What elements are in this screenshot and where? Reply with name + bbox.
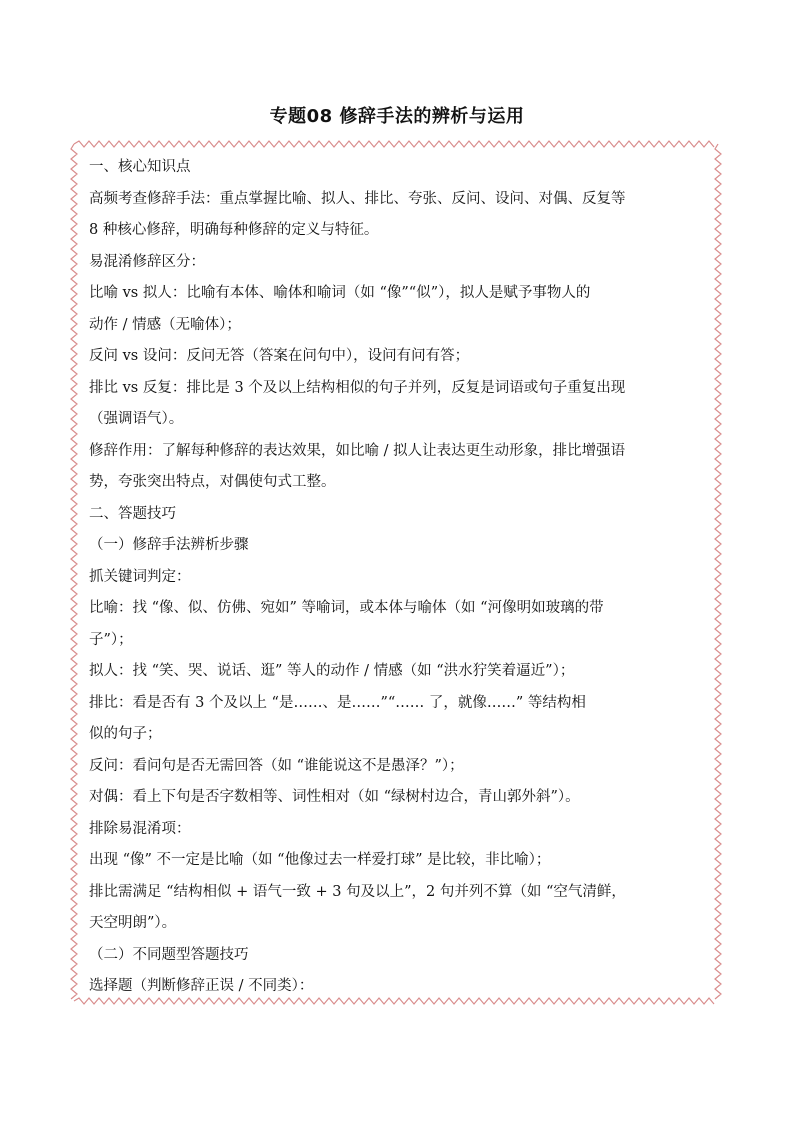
text-line: 排除易混淆项： <box>89 820 191 837</box>
text-line: 8 种核心修辞，明确每种修辞的定义与特征。 <box>89 222 379 238</box>
text-line: 高频考查修辞手法：重点掌握比喻、拟人、排比、夸张、反问、设问、对偶、反复等 <box>89 190 626 207</box>
text-line: 反问：看问句是否无需回答（如 “谁能说这不是愚泽？”）； <box>89 757 464 774</box>
text-line: 排比需满足 “结构相似 + 语气一致 + 3 句及以上”，2 句并列不算（如 “空气清鲜， <box>89 883 626 900</box>
subsection-heading: （二）不同题型答题技巧 <box>89 946 249 963</box>
text-line: 排比 vs 反复：排比是 3 个及以上结构相似的句子并列，反复是词语或句子重复出现 <box>89 379 626 396</box>
text-line: 抓关键词判定： <box>89 568 191 585</box>
text-line: 比喻 vs 拟人：比喻有本体、喻体和喻词（如 “像”“似”），拟人是赋予事物人的 <box>89 285 591 301</box>
section-heading: 二、答题技巧 <box>89 505 176 522</box>
page-title: 专题08 修辞手法的辨析与运用 <box>269 106 525 127</box>
text-line: 天空明朗”）。 <box>89 915 177 931</box>
text-line: 势，夸张突出特点，对偶使句式工整。 <box>89 474 336 490</box>
text-line: 对偶：看上下句是否字数相等、词性相对（如 “绿树村边合，青山郭外斜”）。 <box>89 789 580 805</box>
text-line: 子”）； <box>89 631 133 648</box>
text-line: 拟人：找 “笑、哭、说话、逛” 等人的动作 / 情感（如 “洪水狞笑着逼近”）； <box>89 663 575 679</box>
text-line: 选择题（判断修辞正误 / 不同类）： <box>89 978 314 994</box>
subsection-heading: （一）修辞手法辨析步骤 <box>89 537 249 553</box>
text-line: 比喻：找 “像、似、仿佛、宛如” 等喻词，或本体与喻体（如 “河像明如玻璃的带 <box>89 600 604 616</box>
text-line: 反问 vs 设问：反问无答（答案在问句中），设问有问有答； <box>89 348 470 364</box>
text-line: 动作 / 情感（无喻体）； <box>89 316 241 333</box>
text-line: 一、核心知识点 <box>89 159 191 175</box>
text-line: 修辞作用：了解每种修辞的表达效果，如比喻 / 拟人让表达更生动形象，排比增强语 <box>89 442 626 459</box>
document-body <box>89 152 703 1003</box>
text-line: 排比：看是否有 3 个及以上 “是……、是……”“…… 了，就像……” 等结构相 <box>89 694 586 711</box>
text-line: 似的句子； <box>89 726 162 742</box>
text-line: （强调语气）。 <box>89 411 184 427</box>
text-line: 易混淆修辞区分： <box>89 253 205 270</box>
text-line: 出现 “像” 不一定是比喻（如 “他像过去一样爱打球” 是比较，非比喻）； <box>89 852 551 868</box>
